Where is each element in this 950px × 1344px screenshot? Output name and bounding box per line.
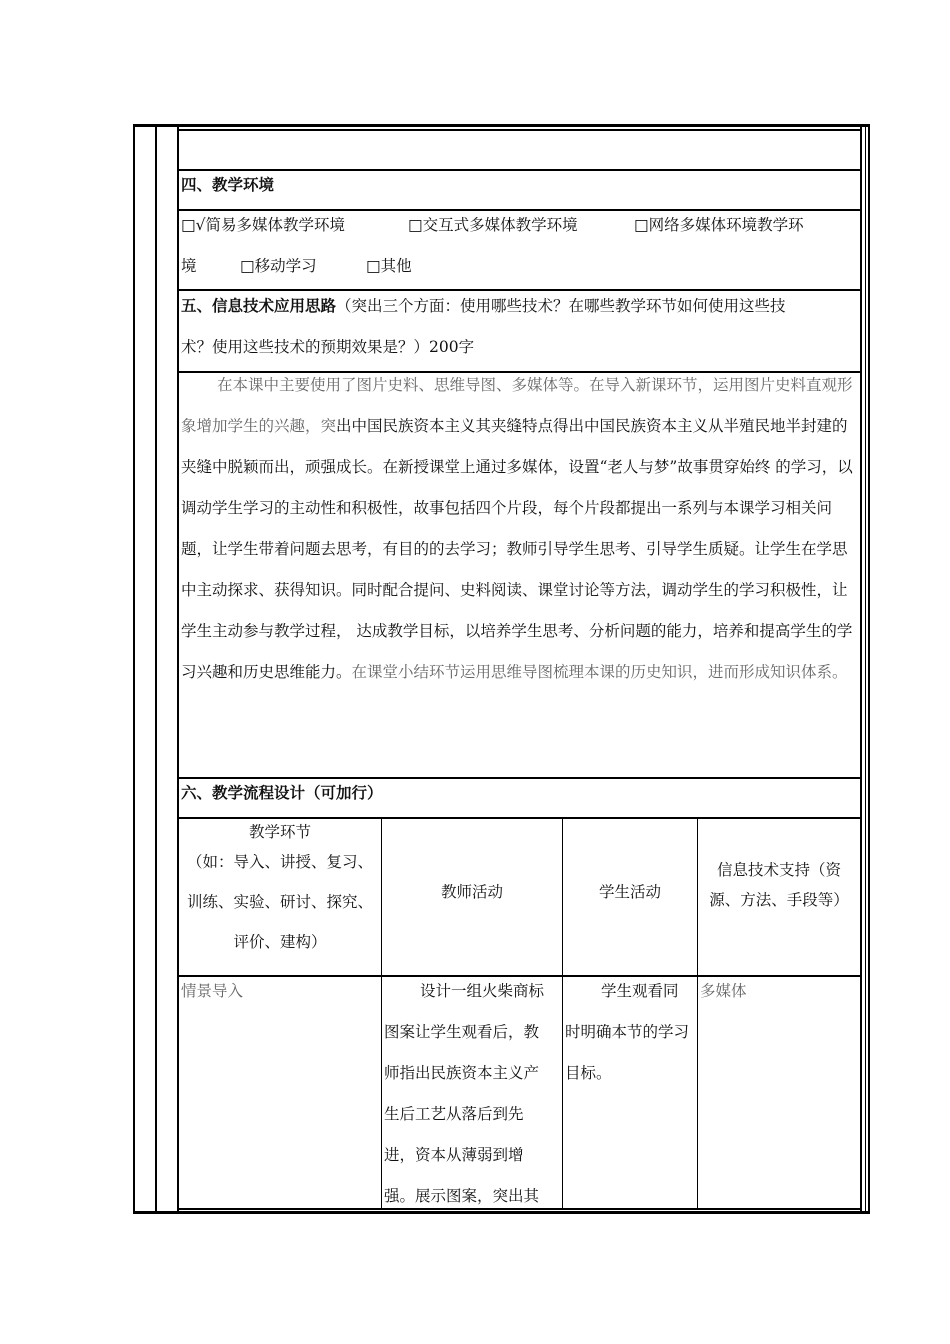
row-student-activity — [565, 981, 696, 1083]
teacher-line: 图案让学生观看后，教 — [384, 1023, 540, 1041]
header-stage-line: （如：导入、讲授、复习、 — [186, 853, 373, 871]
header-stage — [179, 822, 381, 962]
table-rule — [178, 129, 861, 131]
section5-heading-line2: 术？使用这些技术的预期效果是？）200字 — [181, 338, 475, 356]
header-student: 学生活动 — [598, 883, 661, 901]
frame-line — [865, 127, 866, 1212]
table-rule — [178, 777, 861, 779]
header-stage-line: 训练、实验、研讨、探究、 — [186, 893, 373, 911]
env-option-interactive: □交互式多媒体教学环境 — [408, 216, 578, 234]
row-tech-support: 多媒体 — [700, 982, 747, 1000]
body-tail: 在课堂小结环节运用思维导图梳理本课的历史知识，进而形成知识体系。 — [351, 663, 848, 681]
section6-heading: 六、教学流程设计（可加行） — [181, 783, 383, 802]
env-option-simple: □√简易多媒体教学环境 — [181, 216, 346, 234]
header-tech — [698, 860, 860, 920]
column-rule — [562, 818, 563, 1209]
student-line: 目标。 — [565, 1064, 612, 1082]
header-stage-line: 评价、建构） — [233, 933, 327, 951]
body-main: 出中国民族资本主义其夹缝特点得出中国民族资本主义从半殖民地半封建的夹缝中脱颖而出，顽强成长。在新授课堂上通过多媒体，设置“老人与梦”故事贯穿始终 的学习，以调动学生学习的主动性和积极性，故事包括四个片段，每个片段都提出一系列与本课学习相关问题，让学生带着问题去思考，有目的的去学习；教师引导学生思考、引导学生质疑。让学生在学思中主动探求、获得知识。同时配合提问、史料阅读、课堂讨论等方法，调动学生的学习积极性，让学生主动参与教学过程， 达成教学目标，以培养学生思考、分析问题的能力，培养和提高学生的学习兴趣和历史思维能力。 — [181, 417, 853, 681]
frame-line — [155, 127, 157, 1212]
teacher-line: 强。展示图案，突出其 — [384, 1187, 540, 1205]
table-rule — [178, 289, 861, 291]
table-rule — [178, 169, 861, 171]
row-teacher-activity — [384, 981, 560, 1206]
section5-heading-bold: 五、信息技术应用思路 — [181, 296, 337, 315]
teacher-line: 生后工艺从落后到先 — [384, 1105, 524, 1123]
env-option-other: □其他 — [366, 257, 412, 275]
student-line: 学生观看同 — [601, 982, 679, 1000]
teacher-line: 设计一组火柴商标 — [420, 982, 545, 1000]
student-line: 时明确本节的学习 — [565, 1023, 690, 1041]
teacher-line: 师指出民族资本主义产 — [384, 1064, 540, 1082]
body-lead: 在本课中主要使用了图片史料、思维导图、多媒体等。在导入新课环节，运用图片史料直观形象增加学生的兴趣，突 — [181, 376, 853, 435]
env-option-network-cont: 境 — [181, 257, 197, 275]
section5-heading-note: （突出三个方面：使用哪些技术？在哪些教学环节如何使用这些技 — [336, 297, 786, 315]
env-option-network: □网络多媒体环境教学环 — [634, 216, 804, 234]
section4-heading: 四、教学环境 — [181, 175, 275, 194]
header-tech-line: 源、方法、手段等） — [709, 891, 849, 909]
column-rule — [381, 818, 382, 1209]
table-rule — [178, 975, 861, 977]
teacher-line: 进，资本从薄弱到增 — [384, 1146, 524, 1164]
table-rule — [178, 817, 861, 819]
header-teacher: 教师活动 — [440, 883, 503, 901]
row-stage: 情景导入 — [181, 982, 244, 1000]
header-tech-line: 信息技术支持（资 — [716, 861, 841, 879]
table-rule — [178, 1208, 861, 1210]
section5-heading — [181, 296, 786, 316]
section5-body — [181, 365, 857, 693]
table-rule — [178, 209, 861, 211]
env-option-mobile: □移动学习 — [240, 257, 317, 275]
header-stage-line: 教学环节 — [248, 823, 311, 841]
